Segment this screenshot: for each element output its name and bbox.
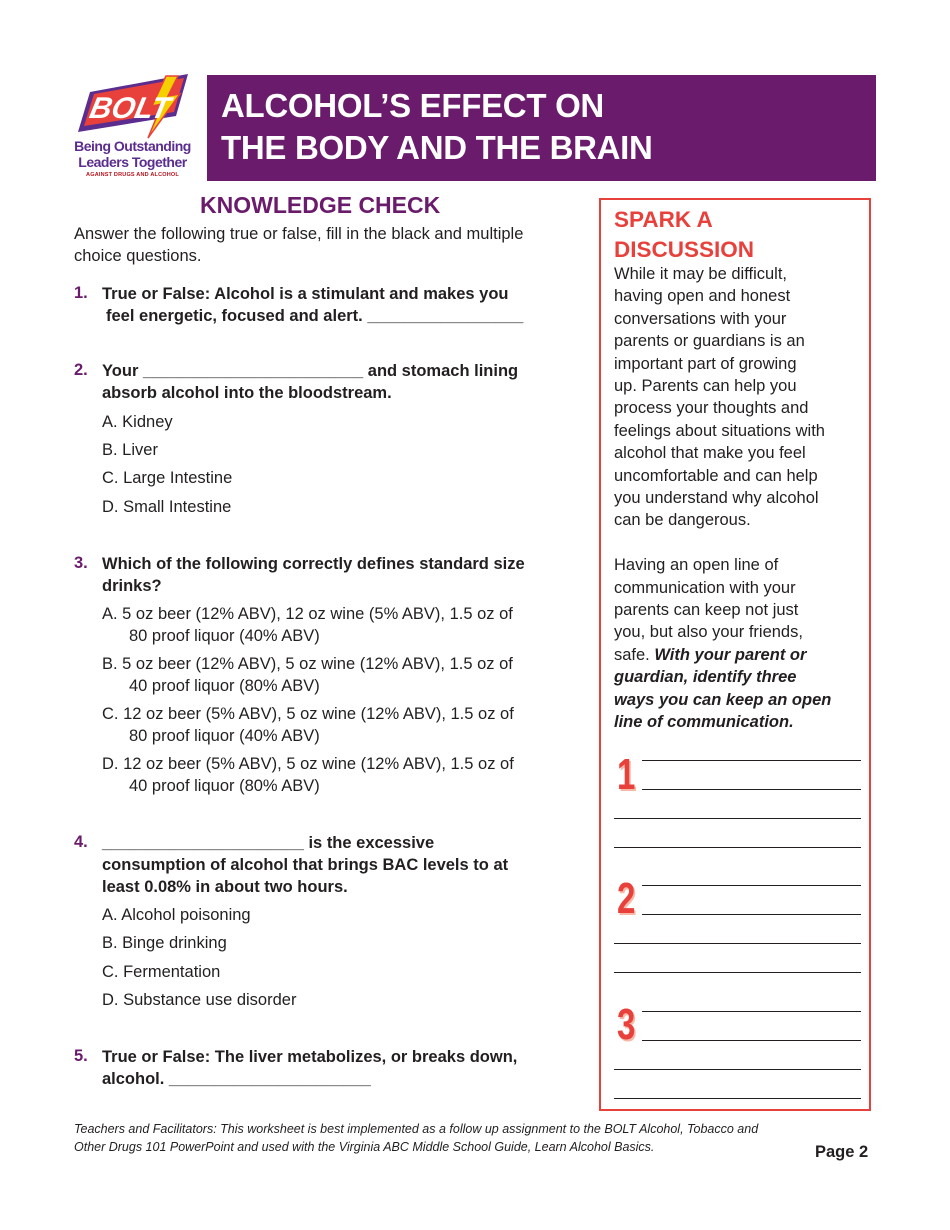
number-3-label: 3 xyxy=(617,1000,636,1049)
spark-title-line-2: DISCUSSION xyxy=(614,237,755,262)
option-line-2: 80 proof liquor (40% ABV) xyxy=(129,727,320,745)
question-number: 1. xyxy=(74,284,88,302)
body-line: feelings about situations with xyxy=(614,421,825,440)
answer-line[interactable] xyxy=(642,1011,861,1012)
answer-line[interactable] xyxy=(642,885,861,886)
body-line: alcohol that make you feel xyxy=(614,444,806,463)
body-line: conversations with your xyxy=(614,309,787,328)
body-line: Having an open line of xyxy=(614,556,779,575)
number-1-label: 1 xyxy=(617,750,636,799)
option-line-2: 80 proof liquor (40% ABV) xyxy=(129,627,320,645)
footer-line-2: Other Drugs 101 PowerPoint and used with the Virginia ABC Middle School Guide, Learn Alcohol Basics. xyxy=(74,1140,655,1154)
spark-title xyxy=(614,205,754,265)
answer-option[interactable]: A. Kidney xyxy=(102,413,173,431)
body-line: having open and honest xyxy=(614,287,791,306)
knowledge-check-heading: KNOWLEDGE CHECK xyxy=(200,192,441,218)
number-2-label: 2 xyxy=(617,874,636,923)
question-number: 4. xyxy=(74,833,88,851)
answer-option[interactable] xyxy=(102,653,513,697)
answer-line[interactable] xyxy=(614,847,861,848)
option-line-2: 40 proof liquor (80% ABV) xyxy=(129,677,320,695)
footer-note xyxy=(74,1120,854,1156)
page-number: Page 2 xyxy=(815,1143,869,1161)
body-line: you understand why alcohol xyxy=(614,489,819,508)
emphasis-line: ways you can keep an open xyxy=(614,690,832,709)
body-line: parents can keep not just xyxy=(614,601,799,620)
option-line-1: A. 5 oz beer (12% ABV), 12 oz wine (5% ABV), 1.5 oz of xyxy=(102,605,513,623)
question-text: Which of the following correctly defines standard size xyxy=(102,555,525,573)
answer-option[interactable]: C. Large Intestine xyxy=(102,469,233,487)
title-line-1: ALCOHOL’S EFFECT ON xyxy=(221,87,604,124)
page-title xyxy=(221,85,653,169)
footer-line-1: Teachers and Facilitators: This worksheet is best implemented as a follow up assignment to the BOLT Alcohol, Tobacco and xyxy=(74,1122,759,1136)
body-line: up. Parents can help you xyxy=(614,377,797,396)
logo-tagline: AGAINST DRUGS AND ALCOHOL xyxy=(86,172,179,178)
answer-line[interactable] xyxy=(614,1098,861,1099)
answer-option[interactable] xyxy=(102,603,513,647)
question-text: consumption of alcohol that brings BAC levels to at xyxy=(102,856,509,874)
bolt-logo-mark xyxy=(70,72,195,142)
question-text[interactable]: Your ________________________ and stomach lining xyxy=(102,362,519,380)
question-text: drinks? xyxy=(102,577,162,595)
option-line-1: B. 5 oz beer (12% ABV), 5 oz wine (12% ABV), 1.5 oz of xyxy=(102,655,513,673)
instructions xyxy=(74,223,594,267)
question-number: 3. xyxy=(74,554,88,572)
spark-discussion-box xyxy=(599,198,871,1111)
title-line-2: THE BODY AND THE BRAIN xyxy=(221,129,653,166)
answer-option[interactable] xyxy=(102,753,514,797)
answer-line[interactable] xyxy=(614,1069,861,1070)
spark-body xyxy=(614,263,869,734)
question-text: True or False: The liver metabolizes, or breaks down, xyxy=(102,1048,518,1066)
answer-option[interactable]: D. Small Intestine xyxy=(102,498,232,516)
bolt-logo xyxy=(70,72,195,184)
option-line-2: 40 proof liquor (80% ABV) xyxy=(129,777,320,795)
body-line: uncomfortable and can help xyxy=(614,466,818,485)
answer-option[interactable] xyxy=(102,703,514,747)
answer-option[interactable]: A. Alcohol poisoning xyxy=(102,906,251,924)
logo-line-1: Being Outstanding xyxy=(74,138,191,154)
question-text: absorb alcohol into the bloodstream. xyxy=(102,384,392,402)
title-banner xyxy=(207,75,876,181)
question-number: 2. xyxy=(74,361,88,379)
body-line: parents or guardians is an xyxy=(614,332,805,351)
answer-line[interactable] xyxy=(614,818,861,819)
answer-option[interactable]: B. Binge drinking xyxy=(102,934,227,952)
spark-title-line-1: SPARK A xyxy=(614,207,713,232)
answer-option[interactable]: C. Fermentation xyxy=(102,963,221,981)
emphasis-text: With your parent or xyxy=(654,645,807,664)
option-line-1: D. 12 oz beer (5% ABV), 5 oz wine (12% ABV), 1.5 oz of xyxy=(102,755,514,773)
instructions-line-2: choice questions. xyxy=(74,247,202,265)
answer-line[interactable] xyxy=(642,1040,861,1041)
body-line: can be dangerous. xyxy=(614,511,751,530)
answer-option[interactable]: D. Substance use disorder xyxy=(102,991,297,1009)
body-line: process your thoughts and xyxy=(614,399,809,418)
body-line: important part of growing xyxy=(614,354,797,373)
answer-line[interactable] xyxy=(642,914,861,915)
body-text: safe. xyxy=(614,645,650,664)
question-text: True or False: Alcohol is a stimulant and makes you xyxy=(102,285,509,303)
question-text[interactable]: feel energetic, focused and alert. _________________ xyxy=(106,307,524,325)
logo-wordmark: BOLT xyxy=(86,92,174,125)
question-text[interactable]: ______________________ is the excessive xyxy=(102,834,435,852)
answer-option[interactable]: B. Liver xyxy=(102,441,158,459)
answer-line[interactable] xyxy=(642,789,861,790)
answer-line[interactable] xyxy=(614,943,861,944)
body-line: While it may be difficult, xyxy=(614,265,788,283)
body-line: you, but also your friends, xyxy=(614,623,803,642)
question-number: 5. xyxy=(74,1047,88,1065)
body-line: communication with your xyxy=(614,578,796,597)
body-line xyxy=(614,644,869,666)
question-text: least 0.08% in about two hours. xyxy=(102,878,348,896)
instructions-line-1: Answer the following true or false, fill in the black and multiple xyxy=(74,225,524,243)
option-line-1: C. 12 oz beer (5% ABV), 5 oz wine (12% ABV), 1.5 oz of xyxy=(102,705,514,723)
answer-line[interactable] xyxy=(614,972,861,973)
logo-line-2: Leaders Together xyxy=(78,154,187,170)
emphasis-line: guardian, identify three xyxy=(614,668,797,687)
emphasis-line: line of communication. xyxy=(614,713,794,732)
answer-line[interactable] xyxy=(642,760,861,761)
question-text[interactable]: alcohol. ______________________ xyxy=(102,1070,371,1088)
